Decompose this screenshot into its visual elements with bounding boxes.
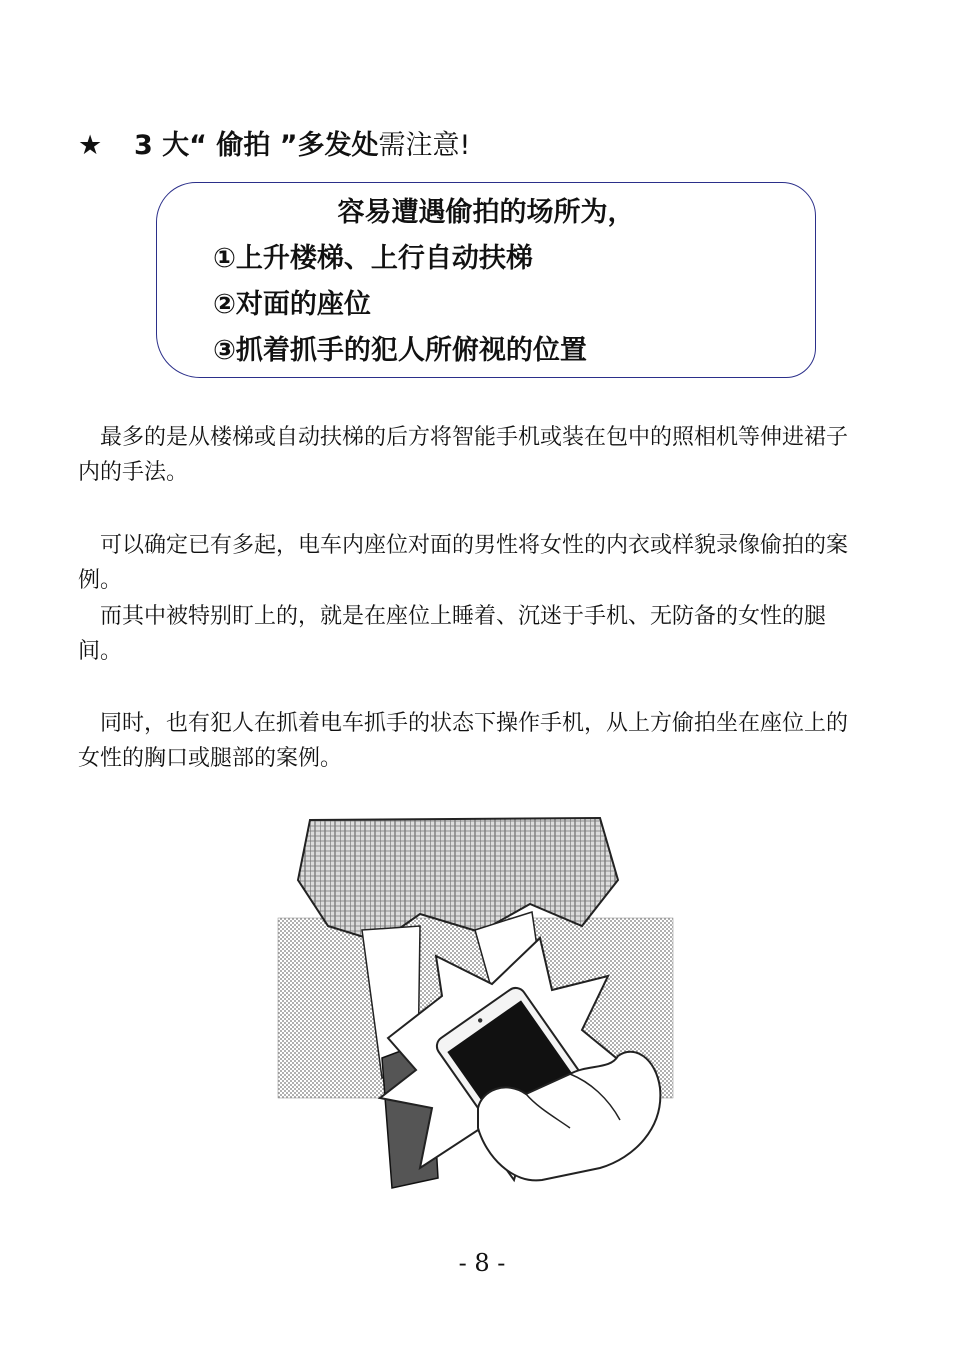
- paragraph-3: 而其中被特别盯上的，就是在座位上睡着、沉迷于手机、无防备的女性的腿间。: [78, 604, 827, 664]
- location-item-3: ③抓着抓手的犯人所俯视的位置: [213, 335, 587, 366]
- section-heading: [78, 124, 878, 168]
- locations-box: [156, 182, 816, 378]
- heading-bold-text: 3 大“ 偷拍 ”多发处: [134, 130, 379, 161]
- paragraph-2: 可以确定已有多起，电车内座位对面的男性将女性的内衣或样貌录像偷拍的案例。: [78, 533, 849, 593]
- page-number: - 8 -: [458, 1249, 506, 1277]
- illustration-hidden-camera-under-skirt: [270, 808, 700, 1228]
- star-icon: ★: [78, 130, 103, 161]
- location-item-1: ①上升楼梯、上行自动扶梯: [213, 243, 533, 274]
- locations-box-title: 容易遭遇偷拍的场所为，: [337, 197, 635, 228]
- paragraph-4: 同时，也有犯人在抓着电车抓手的状态下操作手机，从上方偷拍坐在座位上的女性的胸口或腿部的案例。: [78, 711, 849, 771]
- paragraph-1: 最多的是从楼梯或自动扶梯的后方将智能手机或装在包中的照相机等伸进裙子内的手法。: [78, 425, 849, 485]
- location-item-2: ②对面的座位: [213, 289, 371, 320]
- heading-light-text: 需注意!: [378, 130, 471, 161]
